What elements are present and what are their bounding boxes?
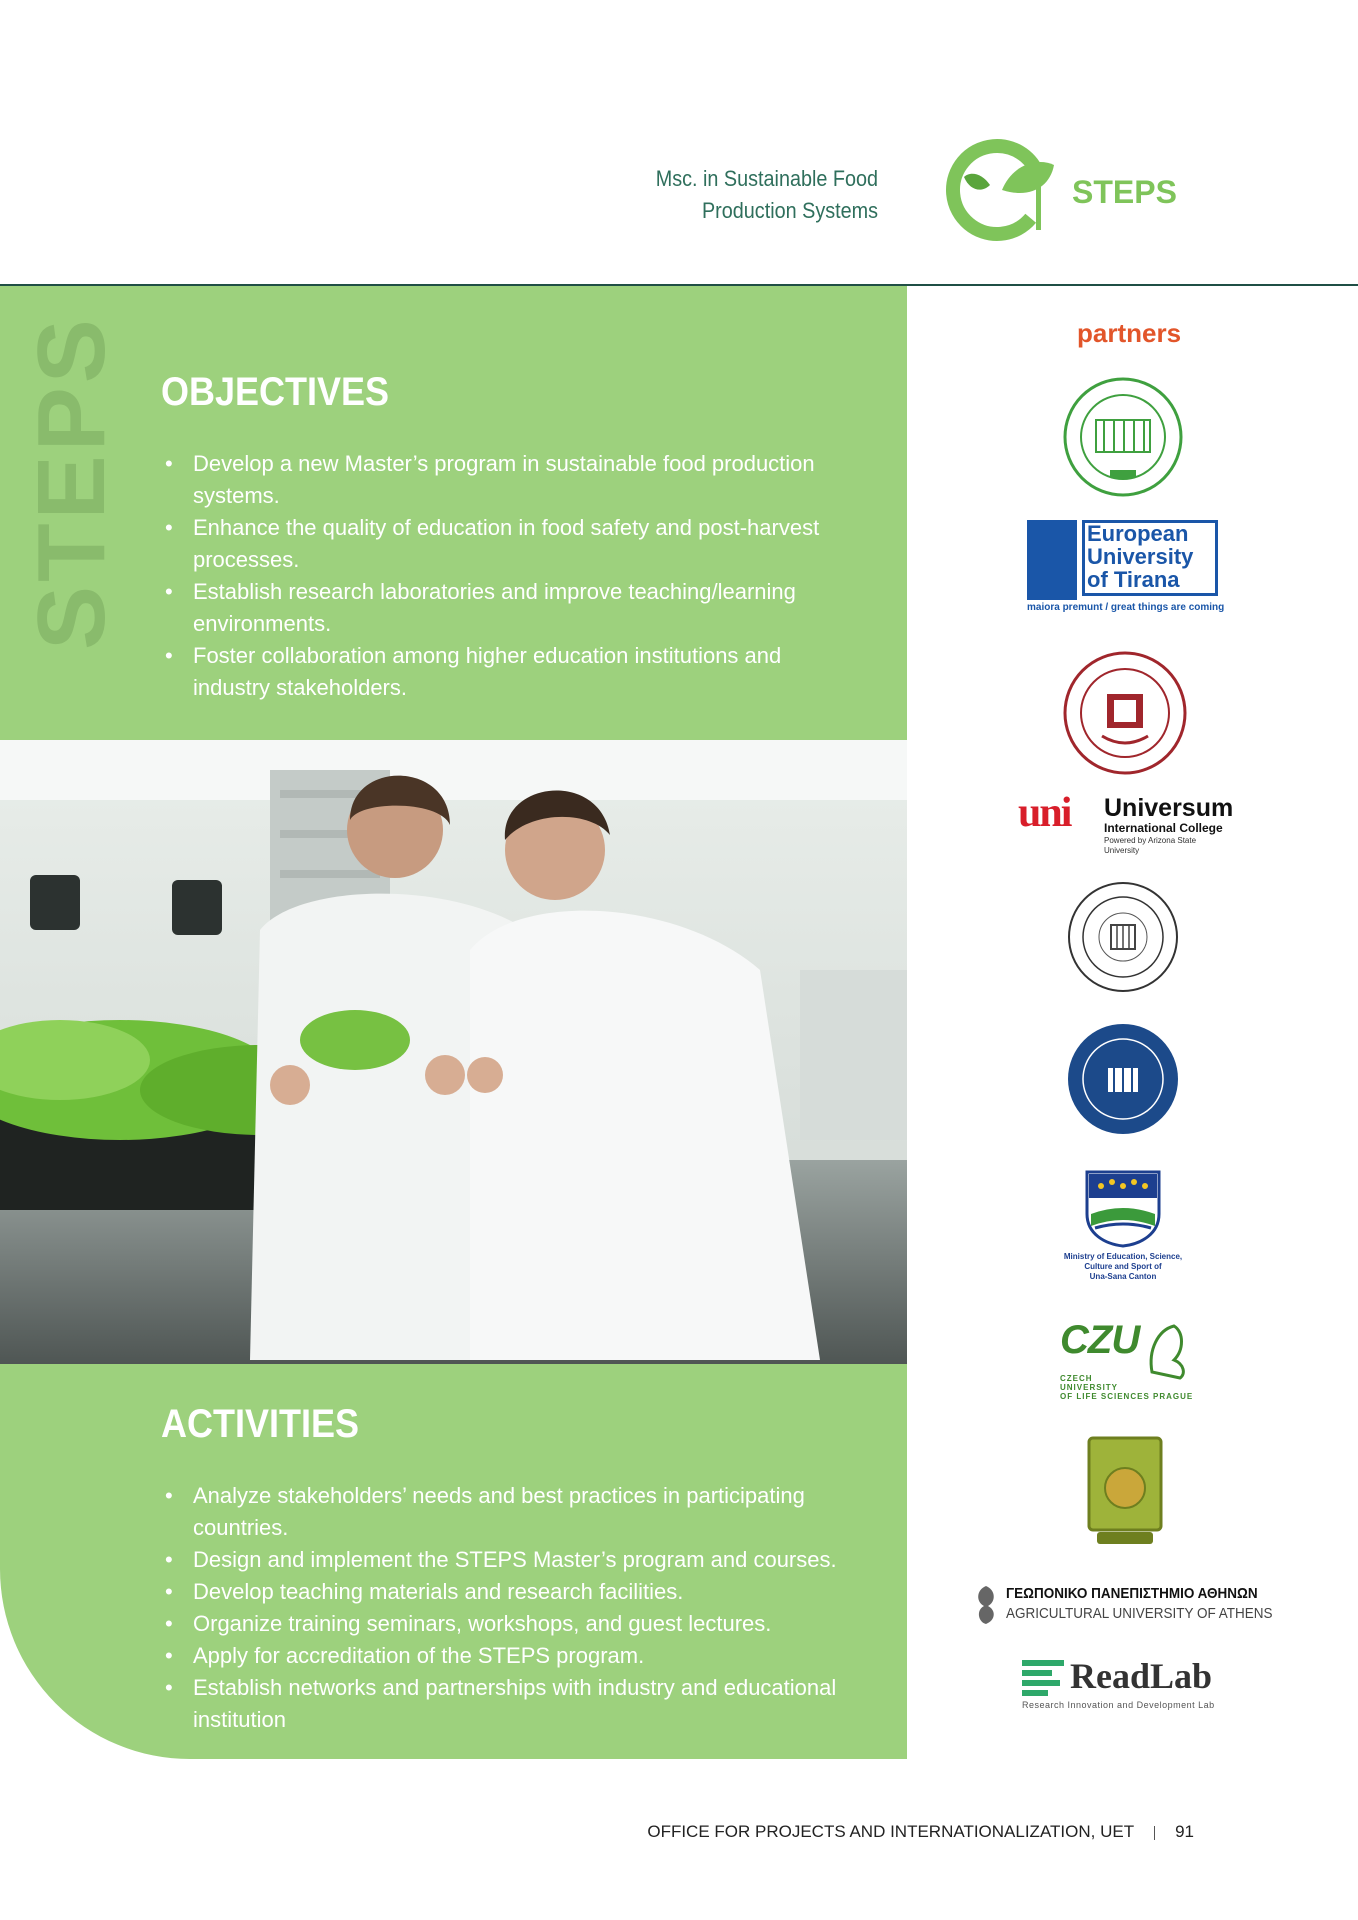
czu-mark: CZU [1060, 1318, 1140, 1362]
university-sarajevo-logo [1066, 1022, 1180, 1141]
una-sana-canton-label [1040, 1252, 1206, 1282]
objective-item: • Enhance the quality of education in food safety and post-harvest processes. [161, 512, 861, 576]
eut-line1: European [1087, 521, 1189, 546]
university-bihac-logo [1066, 880, 1180, 999]
activities-list [161, 1480, 861, 1736]
objectives-heading: OBJECTIVES [161, 370, 390, 414]
program-title [656, 163, 878, 227]
universum-powered: Powered by Arizona State University [1104, 836, 1197, 855]
activity-item: • Design and implement the STEPS Master’s program and courses. [161, 1544, 861, 1576]
activities-heading: ACTIVITIES [161, 1402, 360, 1446]
steps-logo-text: STEPS [1072, 174, 1177, 210]
page-number: 91 [1175, 1822, 1194, 1841]
czu-line1: CZECH [1060, 1374, 1093, 1383]
agricultural-university-athens-logo [970, 1584, 1273, 1628]
eut-line2: University [1087, 544, 1194, 569]
partners-title: partners [1077, 318, 1182, 348]
readlab-logo [1020, 1656, 1230, 1714]
objective-item: • Develop a new Master’s program in sustainable food production systems. [161, 448, 861, 512]
aua-greek-name: ΓΕΩΠΟΝΙΚΟ ΠΑΝΕΠΙΣΤΗΜΙΟ ΑΘΗΝΩΝ [1006, 1585, 1258, 1602]
universum-name: Universum [1104, 794, 1234, 822]
objective-item: • Establish research laboratories and improve teaching/learning environments. [161, 576, 861, 640]
readlab-subtitle: Research Innovation and Development Lab [1022, 1700, 1215, 1710]
agricultural-university-tirana-logo [1058, 375, 1188, 505]
activity-item: • Organize training seminars, workshops, and guest lectures. [161, 1608, 861, 1640]
program-title-line1: Msc. in Sustainable Food [655, 166, 878, 191]
una-sana-line1: Ministry of Education, Science, [1063, 1252, 1183, 1261]
eut-line3: of Tirana [1087, 567, 1180, 592]
activity-item: • Apply for accreditation of the STEPS program. [161, 1640, 861, 1672]
university-haxhi-zeka-logo [1062, 650, 1188, 781]
program-title-line2: Production Systems [701, 198, 878, 223]
objectives-list [161, 448, 861, 704]
footer-separator [1154, 1826, 1155, 1840]
european-university-tirana-logo [1027, 518, 1225, 618]
activity-item: • Establish networks and partnerships with industry and educational institution [161, 1672, 861, 1736]
una-sana-line2: Culture and Sport of [1084, 1262, 1162, 1271]
page-footer [647, 1822, 1194, 1842]
universum-college-logo [1018, 790, 1234, 855]
usamv-bucharest-crest [1087, 1436, 1163, 1553]
universum-sub: International College [1104, 821, 1223, 835]
una-sana-line3: Una-Sana Canton [1089, 1272, 1157, 1281]
czu-line2: UNIVERSITY [1060, 1383, 1119, 1392]
czech-university-life-sciences-logo [1060, 1318, 1200, 1408]
footer-office: OFFICE FOR PROJECTS AND INTERNATIONALIZATION, UET [647, 1822, 1135, 1841]
universum-mark: uni [1018, 790, 1071, 836]
objective-item: • Foster collaboration among higher education institutions and industry stakeholders. [161, 640, 861, 704]
activity-item: • Develop teaching materials and research facilities. [161, 1576, 861, 1608]
czu-line3: OF LIFE SCIENCES PRAGUE [1060, 1392, 1194, 1401]
activity-item: • Analyze stakeholders’ needs and best practices in participating countries. [161, 1480, 861, 1544]
eut-tagline: maiora premunt / great things are coming [1027, 602, 1225, 613]
readlab-name: ReadLab [1070, 1656, 1213, 1696]
steps-vertical-word: STEPS [18, 315, 125, 650]
aua-english-name: AGRICULTURAL UNIVERSITY OF ATHENS [1006, 1605, 1273, 1622]
una-sana-canton-crest [1085, 1170, 1161, 1253]
steps-logo [942, 135, 1202, 245]
lab-photo [0, 740, 907, 1364]
